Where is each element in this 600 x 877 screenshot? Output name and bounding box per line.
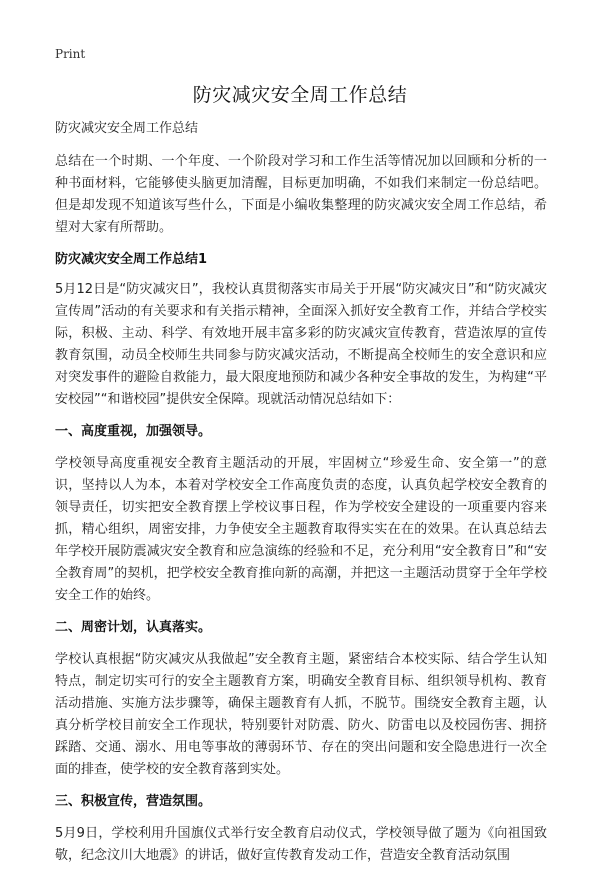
section-title: 防灾减灾安全周工作总结1 xyxy=(55,252,208,267)
paragraph-1: 5月12日是“防灾减灾日”，我校认真贯彻落实市局关于开展“防灾减灾日”和“防灾减灾宣传周”活动的有关要求和有关指示精神，全面深入抓好安全教育工作，并结合学校实际，积极、主动、科学、有效地开展丰富多彩的防灾减灾宣传教育，营造浓厚的宣传教育氛围，动员全校师生共同参与防灾减灾活动，不断提高全校师生的安全意识和应对突发事件的避险自救能力，最大限度地预防和减少各种安全事故的发生，为构建“平安校园”“和谐校园”提供安全保障。现就活动情况总结如下： xyxy=(55,282,547,407)
article-body xyxy=(55,118,547,877)
heading-3: 三、积极宣传，营造氛围。 xyxy=(55,794,212,809)
paragraph-2: 学校领导高度重视安全教育主题活动的开展，牢固树立“珍爱生命、安全第一”的意识，坚持以人为本，本着对学校安全工作高度负责的态度，认真负起学校安全教育的领导责任，切实把安全教育摆上学校议事日程，作为学校安全建设的一项重要内容来抓，精心组织，周密安排，力争使安全主题教育取得实实在在的效果。在认真总结去年学校开展防震减灾安全教育和应急演练的经验和不足，充分利用“安全教育日”和“安全教育周”的契机，把学校安全教育推向新的高潮，并把这一主题活动贯穿于全年学校安全工作的始终。 xyxy=(55,456,547,603)
heading-1: 一、高度重视，加强领导。 xyxy=(55,424,212,439)
heading-2: 二、周密计划，认真落实。 xyxy=(55,620,212,635)
intro-paragraph: 总结在一个时期、一个年度、一个阶段对学习和工作生活等情况加以回顾和分析的一种书面材料，它能够使头脑更加清醒，目标更加明确，不如我们来制定一份总结吧。但是却发现不知道该写些什么，下面是小编收集整理的防灾减灾安全周工作总结，希望对大家有所帮助。 xyxy=(55,154,547,235)
paragraph-3: 学校认真根据“防灾减灾从我做起”安全教育主题，紧密结合本校实际、结合学生认知特点，制定切实可行的安全主题教育方案，明确安全教育目标、组织领导机构、教育活动措施、实施方法步骤等，确保主题教育有人抓，不脱节。围绕安全教育主题，认真分析学校目前安全工作现状，特别要针对防震、防火、防雷电以及校园伤害、拥挤踩踏、交通、溺水、用电等事故的薄弱环节、存在的突出问题和安全隐患进行一次全面的排查，使学校的安全教育落到实处。 xyxy=(55,652,547,777)
page-title: 防灾减灾安全周工作总结 xyxy=(192,84,408,106)
article-subtitle: 防灾减灾安全周工作总结 xyxy=(55,121,199,136)
print-link[interactable]: Print xyxy=(55,47,86,61)
paragraph-4: 5月9日，学校利用升国旗仪式举行安全教育启动仪式，学校领导做了题为《向祖国致敬，纪念汶川大地震》的讲话，做好宣传教育发动工作，营造安全教育活动氛围 xyxy=(55,826,547,863)
